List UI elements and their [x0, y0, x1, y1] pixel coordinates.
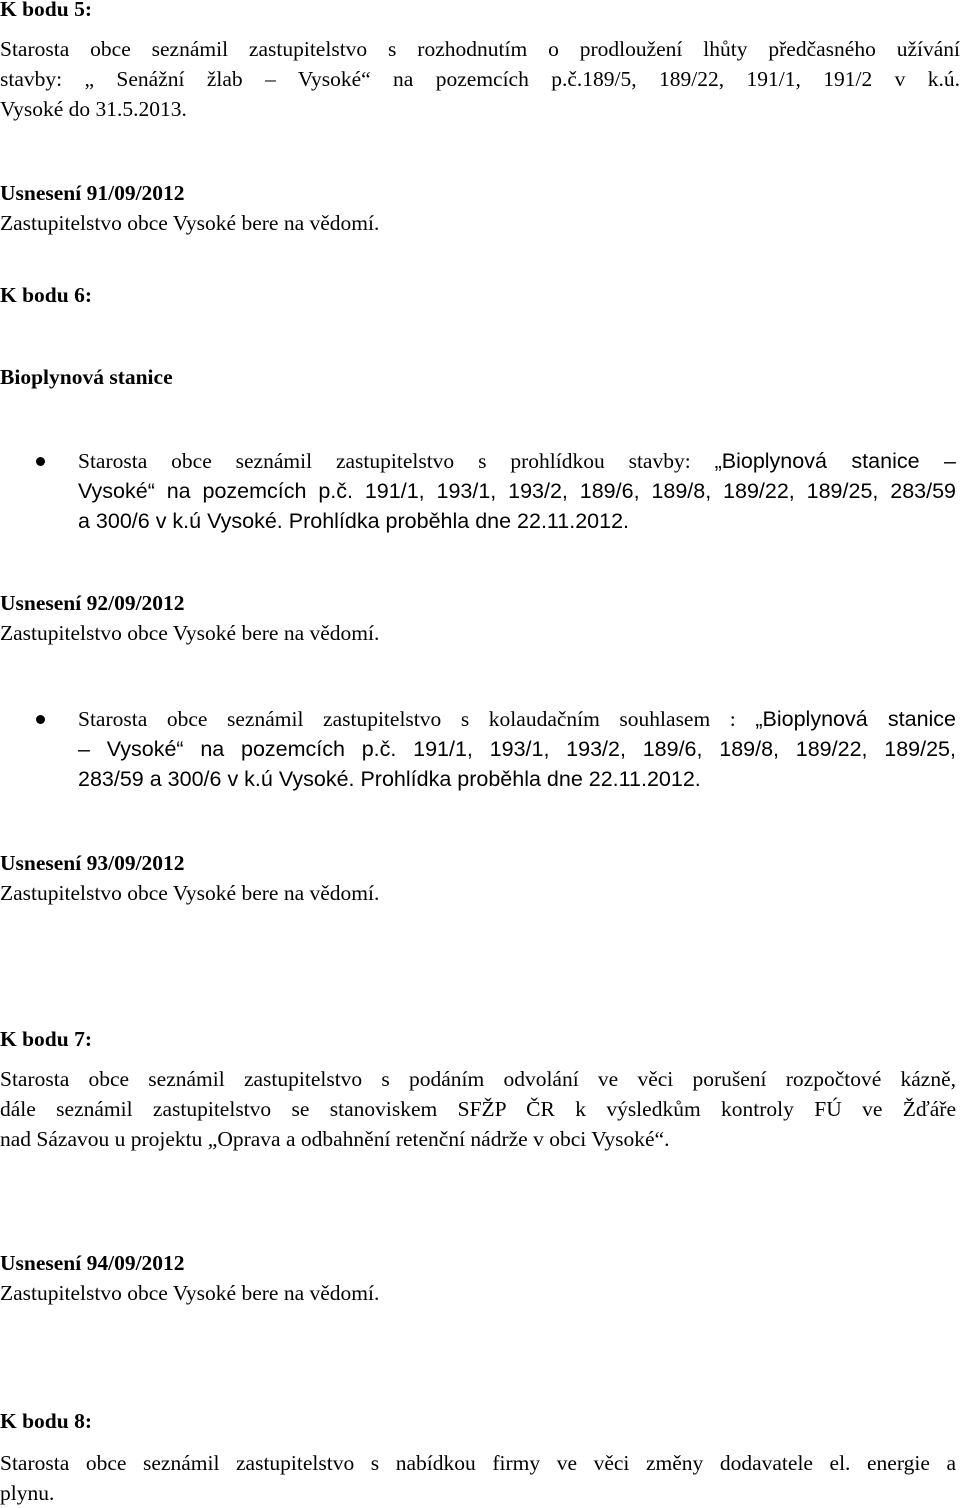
paragraph-line: stavby: „ Senážní žlab – Vysoké“ na pozemcích p.č.189/5, 189/22, 191/1, 191/2 v k.ú. — [0, 67, 960, 91]
paragraph-text-sans: „Bioplynová stanice – — [714, 449, 956, 473]
paragraph-text: Starosta obce seznámil zastupitelstvo s prohlídkou stavby: — [78, 449, 715, 473]
resolution-title-92: Usnesení 92/09/2012 — [0, 591, 185, 615]
paragraph-line: dále seznámil zastupitelstvo se stanoviskem SFŽP ČR k výsledkům kontroly FÚ ve Žďáře — [0, 1097, 956, 1121]
paragraph-line: – Vysoké“ na pozemcích p.č. 191/1, 193/1, 193/2, 189/6, 189/8, 189/22, 189/25, — [78, 737, 956, 761]
section-heading-bod5: K bodu 5: — [0, 0, 93, 21]
paragraph-text: Starosta obce seznámil zastupitelstvo s kolaudačním souhlasem : — [78, 707, 756, 731]
paragraph-text-sans: „Bioplynová stanice — [755, 707, 957, 731]
section-heading-bod8: K bodu 8: — [0, 1409, 93, 1433]
resolution-text-94: Zastupitelstvo obce Vysoké bere na vědomí. — [0, 1281, 380, 1305]
resolution-title-94: Usnesení 94/09/2012 — [0, 1251, 185, 1275]
paragraph-line: Vysoké“ na pozemcích p.č. 191/1, 193/1, 193/2, 189/6, 189/8, 189/22, 189/25, 283/59 — [78, 479, 956, 503]
resolution-text-92: Zastupitelstvo obce Vysoké bere na vědomí. — [0, 621, 380, 645]
paragraph-bod7 — [0, 1064, 956, 1154]
bullet-paragraph-prohlidka — [78, 446, 956, 536]
resolution-title-93: Usnesení 93/09/2012 — [0, 851, 185, 875]
bullet-icon — [36, 457, 45, 466]
paragraph-bod8 — [0, 1448, 956, 1508]
resolution-text-91: Zastupitelstvo obce Vysoké bere na vědomí. — [0, 211, 380, 235]
paragraph-line: a 300/6 v k.ú Vysoké. Prohlídka proběhla dne 22.11.2012. — [78, 509, 630, 533]
paragraph-line: nad Sázavou u projektu „Oprava a odbahnění retenční nádrže v obci Vysoké“. — [0, 1127, 670, 1151]
paragraph-bod5 — [0, 34, 960, 124]
paragraph-line: 283/59 a 300/6 v k.ú Vysoké. Prohlídka proběhla dne 22.11.2012. — [78, 767, 701, 791]
paragraph-line: Starosta obce seznámil zastupitelstvo s nabídkou firmy ve věci změny dodavatele el. energie a — [0, 1451, 956, 1475]
paragraph-line: Starosta obce seznámil zastupitelstvo s rozhodnutím o prodloužení lhůty předčasného užívání — [0, 37, 960, 61]
section-heading-bod6: K bodu 6: — [0, 283, 93, 307]
paragraph-line: Starosta obce seznámil zastupitelstvo s podáním odvolání ve věci porušení rozpočtové kázně, — [0, 1067, 956, 1091]
paragraph-line — [78, 446, 956, 476]
bullet-paragraph-kolaudace — [78, 704, 956, 794]
resolution-text-93: Zastupitelstvo obce Vysoké bere na vědomí. — [0, 881, 380, 905]
paragraph-line: Vysoké do 31.5.2013. — [0, 97, 187, 121]
paragraph-line — [78, 704, 956, 734]
resolution-title-91: Usnesení 91/09/2012 — [0, 181, 185, 205]
bullet-icon — [36, 715, 45, 724]
section-heading-bod7: K bodu 7: — [0, 1027, 93, 1051]
paragraph-line: plynu. — [0, 1481, 55, 1505]
section-subheading-bioplynova: Bioplynová stanice — [0, 365, 173, 389]
